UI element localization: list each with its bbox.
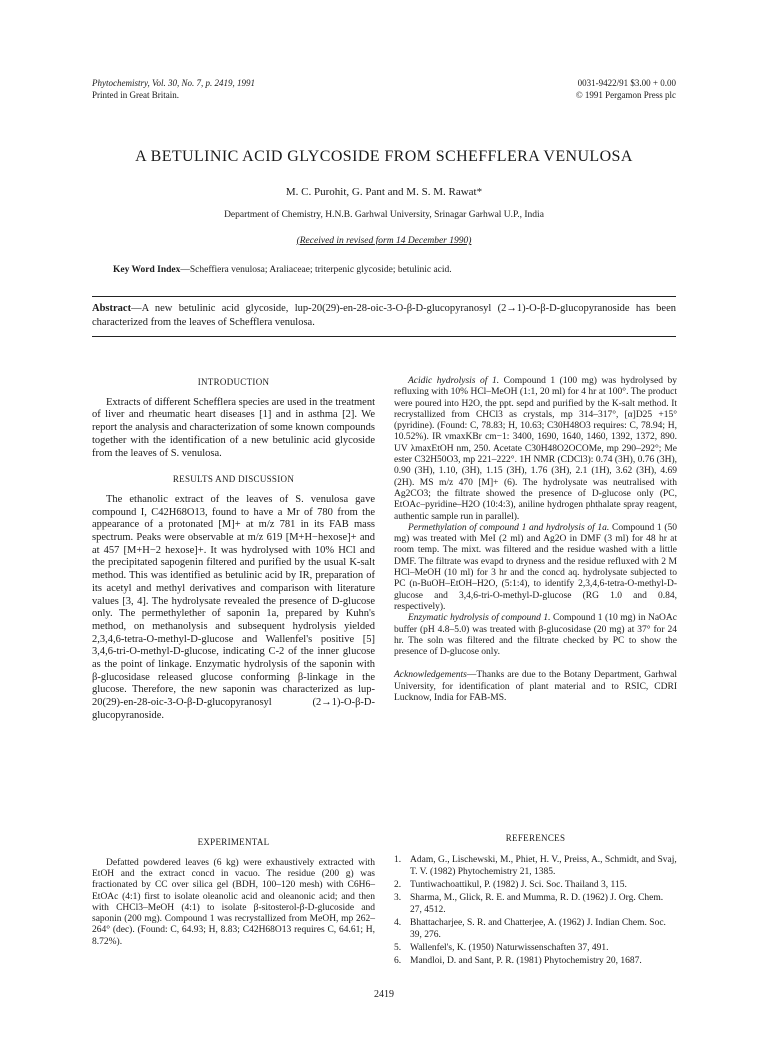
permethylation-text: Compound 1 (50 mg) was treated with MeI (2 ml) and Ag2O in DMF (3 ml) for 48 hr at room temp. The mixt. was filtered and the residue washed with a little DMF. The filtrate was evapd to dryness and the residue refluxed with 2 M HCl–MeOH (10 ml) for 3 hr and the concd aq. hydrolysate subjected to PC (n-BuOH–EtOH–H2O, (5:1:4), to identify 2,3,4,6-tetra-O-methyl-D-glucose and 3,4,6-tri-O-methyl-D-glucose (RG 1.0 and 0.84, respectively). — [394, 522, 678, 612]
reference-number: 4. — [394, 917, 402, 928]
reference-item — [394, 854, 677, 878]
abstract-rule-top — [92, 296, 676, 297]
acidic-hydrolysis-label: Acidic hydrolysis of 1. — [408, 376, 500, 386]
acidic-hydrolysis-text: Compound 1 (100 mg) was hydrolysed by refluxing with 10% HCl–MeOH (1:1, 20 ml) for 4 hr at 100°. The product were poured into H2O, the ppt. sepd and purified by the K-salt method. It recrystallized from CHCl3 as crystals, mp 314–317°, [α]D25 +15° (pyridine). (Found: C, 78.83; H, 10.63; C30H48O3 requires: C, 78.94; H, 10.52%). IR νmaxKBr cm−1: 3400, 1690, 1640, 1460, 1392, 1372, 890. UV λmaxEtOH nm, 250. Acetate C30H48O2OCOMe, mp 290–292°; Me ester C32H50O3, mp 221–222°. 1H NMR (CDCl3): 0.74 (3H), 0.76 (3H), 0.90 (3H), 1.10, (3H), 1.15 (3H), 1.76 (3H), 2.1 (1H), 3.62 (3H), 4.69 (2H). MS m/z 470 [M]+ (6). The hydrolysate was neutralised with Ag2CO3; the filtrate showed the presence of D-glucose only (PC, EtOAc–pyridine–H2O (10:4:3), aniline hydrogen phthalate spray reagent, authentic sample run in parallel). — [394, 376, 678, 522]
experimental-heading: EXPERIMENTAL — [197, 837, 270, 847]
reference-number: 6. — [394, 955, 402, 966]
reference-text: Mandloi, D. and Sant, P. R. (1981) Phytochemistry 20, 1687. — [410, 955, 642, 966]
reference-text: Tuntiwachoattikul, P. (1982) J. Sci. Soc. Thailand 3, 115. — [410, 879, 627, 890]
reference-text: Sharma, M., Glick, R. E. and Mumma, R. D. (1962) J. Org. Chem. 27, 4512. — [410, 892, 664, 915]
experimental-text: Defatted powdered leaves (6 kg) were exhaustively extracted with EtOH and the extract concd in vacuo. The residue (200 g) was fractionated by CC over silica gel (BDH, 100–120 mesh) with C6H6–EtOAc (4:1) first to isolate oleanolic acid and oleanonic acid; and then with CHCl3–MeOH (4:1) to isolate β-sitosterol-β-D-glucoside and saponin (200 mg). Compound 1 was recrystallized from MeOH, mp 262–264° (dec). (Found: C, 64.93; H, 8.83; C42H68O13 requires C, 64.61; H, 8.72%). — [92, 857, 375, 947]
reference-number: 2. — [394, 879, 402, 890]
introduction-text: Extracts of different Schefflera species are used in the treatment of liver and rheumatic heart diseases [1] and in asthma [2]. We report the analysis and characterization of some known compounds together with the identification of a new betulinic acid glycoside from the leaves of S. venulosa. — [92, 396, 375, 459]
affiliation: Department of Chemistry, H.N.B. Garhwal University, Srinagar Garhwal U.P., India — [224, 210, 544, 220]
introduction-heading: INTRODUCTION — [197, 377, 270, 387]
abstract — [92, 302, 676, 330]
references-heading: REFERENCES — [505, 833, 566, 843]
right-column — [394, 376, 677, 704]
reference-item — [394, 892, 677, 916]
copyright-note: © 1991 Pergamon Press plc — [575, 89, 676, 100]
references-section — [394, 832, 677, 968]
publisher-header — [576, 78, 676, 101]
permethylation-paragraph — [394, 523, 677, 613]
results-heading: RESULTS AND DISCUSSION — [172, 474, 295, 485]
abstract-rule-bottom — [92, 336, 676, 337]
article-title: A BETULINIC ACID GLYCOSIDE FROM SCHEFFLERA VENULOSA — [135, 148, 633, 165]
enzymatic-text: Compound 1 (10 mg) in NaOAc buffer (pH 4.8–5.0) was treated with β-glucosidase (20 mg) at 37° for 24 hr. The soln was filtered and the filtrate checked by PC to show the presence of D-glucose only. — [394, 613, 677, 658]
acknowledgements-text: —Thanks are due to the Botany Department, Garhwal University, for identification of plant material and to RSIC, CDRI Lucknow, India for FAB-MS. — [394, 670, 677, 704]
received-date: (Received in revised form 14 December 1990) — [296, 236, 472, 246]
enzymatic-paragraph — [394, 613, 677, 658]
issn-code: 0031-9422/91 $3.00 + 0.00 — [577, 78, 676, 88]
acknowledgements-label: Acknowledgements — [394, 670, 467, 681]
journal-citation: Phytochemistry, Vol. 30, No. 7, p. 2419, 1991 — [92, 78, 255, 88]
reference-number: 3. — [394, 892, 402, 903]
abstract-label: Abstract — [92, 303, 132, 314]
reference-item — [394, 955, 677, 967]
reference-item — [394, 917, 677, 941]
results-text: The ethanolic extract of the leaves of S. venulosa gave compound I, C42H68O13, found to have a Mr of 780 from the appearance of a protonated [M]+ at m/z 781 in its FAB mass spectrum. Peaks were observable at m/z 619 [M+H−hexose]+ and at 457 [M+H−2 hexose]+. It was hydrolysed with 10% HCl and the precipitated sapogenin filtered and purified by the usual K-salt method. This was identified as betulinic acid by IR, preparation of its acetyl and methyl derivatives and comparison with literature values [3, 4]. The hydrolysate revealed the presence of D-glucose only. The permethylether of saponin 1a, prepared by Kuhn's method, on methanolysis and subsequent hydrolysis yielded 2,3,4,6-tetra-O-methyl-D-glucose and Wallenfel's positive [5] 3,4,6-tri-O-methyl-D-glucose, indicating C-2 of the inner glucose as the point of linkage. Enzymatic hydrolysis of the saponin with β-glucosidase released glucose conforming β-linkage in the glucose. Therefore, the new saponin was characterized as lup-20(29)-en-28-oic-3-O-β-D-glucopyranosyl (2→1)-O-β-D-glucopyranoside. — [92, 493, 375, 721]
page-number: 2419 — [374, 989, 394, 1000]
experimental-section — [92, 836, 375, 948]
reference-item — [394, 879, 677, 891]
journal-header — [92, 78, 255, 101]
permethylation-label: Permethylation of compound 1 and hydrolysis of 1a. — [408, 522, 610, 533]
enzymatic-label: Enzymatic hydrolysis of compound 1. — [408, 613, 551, 624]
keyword-index — [113, 265, 673, 275]
acidic-hydrolysis-paragraph — [394, 376, 677, 523]
printed-note: Printed in Great Britain. — [92, 89, 179, 100]
reference-text: Wallenfel's, K. (1950) Naturwissenschaften 37, 491. — [410, 942, 609, 953]
abstract-text: —A new betulinic acid glycoside, lup-20(29)-en-28-oic-3-O-β-D-glucopyranosyl (2→1)-O-β-D-glucopyranoside has been characterized from the leaves of Schefflera venulosa. — [92, 303, 676, 328]
reference-text: Adam, G., Lischewski, M., Phiet, H. V., Preiss, A., Schmidt, and Svaj, T. V. (1982) Phytochemistry 21, 1385. — [410, 854, 677, 877]
reference-list — [394, 854, 677, 967]
reference-text: Bhattacharjee, S. R. and Chatterjee, A. (1962) J. Indian Chem. Soc. 39, 276. — [410, 917, 666, 940]
reference-number: 5. — [394, 942, 402, 953]
keyword-label: Key Word Index — [113, 265, 181, 275]
reference-item — [394, 942, 677, 954]
author-list: M. C. Purohit, G. Pant and M. S. M. Rawat* — [285, 186, 483, 198]
reference-number: 1. — [394, 854, 402, 865]
keyword-text: —Scheffiera venulosa; Araliaceae; triterpenic glycoside; betulinic acid. — [180, 265, 452, 275]
left-column — [92, 376, 375, 723]
acknowledgements-paragraph — [394, 670, 677, 704]
